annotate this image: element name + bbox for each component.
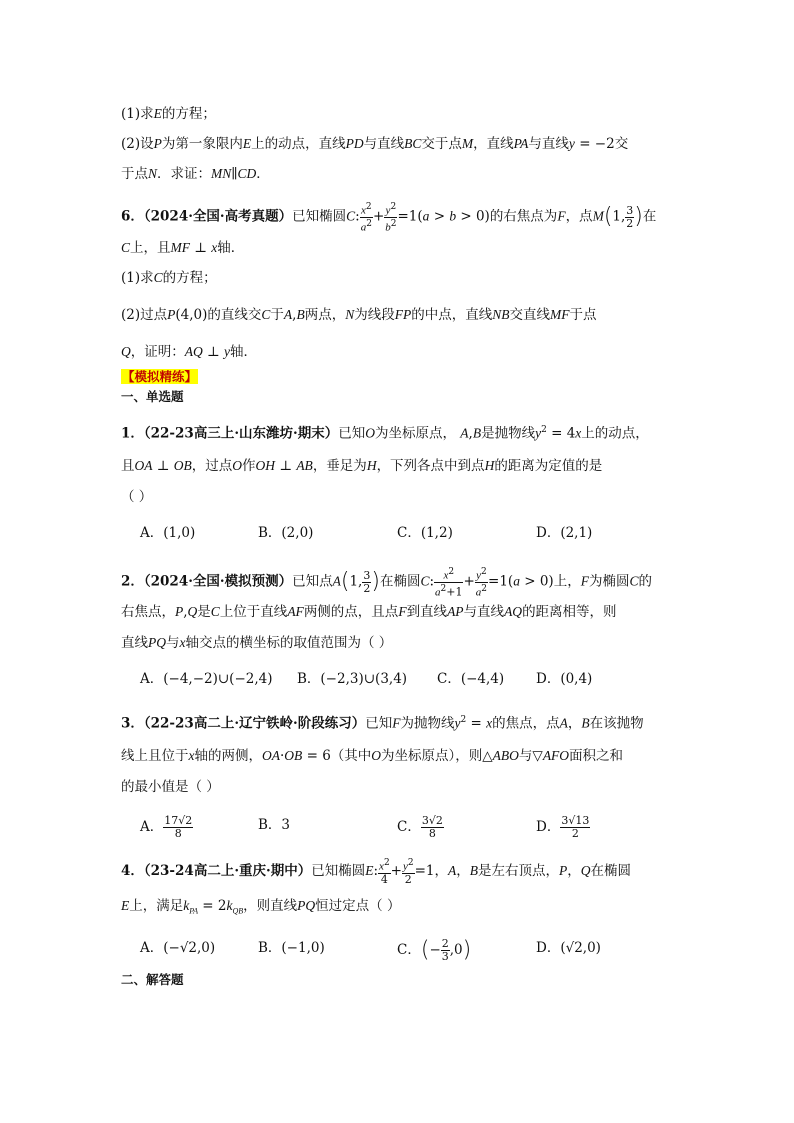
section-single-choice: 一、单选题: [121, 389, 184, 404]
mc2-option-d[interactable]: D．(0,4): [536, 671, 593, 687]
prev-part2-line2: 于点N．求证：MN∥CD．: [121, 166, 270, 182]
prev-part1: (1)求E的方程；: [121, 106, 216, 122]
mc3-line1: 3．（22-23高二上·辽宁铁岭·阶段练习）已知F为抛物线$y^2 = x$的焦点，点A，B在该抛物: [121, 715, 644, 732]
mc2-line2: 右焦点，P,Q是C上位于直线AF两侧的点，且点F到直线AP与直线AQ的距离相等，则: [121, 604, 617, 620]
mc1-option-d[interactable]: D．(2,1): [536, 525, 593, 541]
mc2-option-b[interactable]: B．(−2,3)∪(3,4): [297, 671, 408, 687]
mc3-option-a[interactable]: A． $\frac{17√2}{8}$: [140, 814, 193, 840]
mc2-line3: 直线PQ与x轴交点的横坐标的取值范围为（ ）: [121, 635, 393, 651]
mc2-option-a[interactable]: A．(−4,−2)∪(−2,4): [140, 671, 273, 687]
mc3-option-c[interactable]: C． $\frac{3√2}{8}$: [397, 814, 443, 840]
mc4-option-d[interactable]: D．(√2,0): [536, 940, 601, 956]
section-answer: 二、解答题: [121, 972, 184, 987]
mc4-line2: E上，满足$k_{PA} = 2k_{QB}$，则直线PQ恒过定点（ ）: [121, 898, 401, 916]
mc1-line1: 1．（22-23高三上·山东潍坊·期末）已知O为坐标原点， A,B是抛物线$y^2 = 4x$上的动点，: [121, 425, 649, 442]
section-tag: 【模拟精练】: [122, 369, 198, 384]
mc1-line2: 且OA ⊥ OB，过点O作OH ⊥ AB，垂足为H，下列各点中到点H的距离为定值的是: [121, 458, 603, 474]
prev-part2-line1: (2)设P为第一象限内E上的动点，直线PD与直线BC交于点M，直线PA与直线y = −2交: [121, 136, 629, 152]
mc4-option-b[interactable]: B．(−1,0): [258, 940, 325, 956]
mc3-line3: 的最小值是（ ）: [121, 779, 220, 795]
mc3-line2: 线上且位于x轴的两侧，OA·OB = 6（其中O为坐标原点），则△ABO与▽AFO面积之和: [121, 748, 624, 764]
mc4-line1: 4．（23-24高二上·重庆·期中）已知椭圆E: $\frac{x^2}{4}$ + $\frac{y^2}{2}$ =1，A，B是左右顶点，P，Q在椭圆: [121, 858, 632, 886]
mc1-option-c[interactable]: C．(1,2): [397, 525, 453, 541]
q6-stem-line2: C上，且MF ⊥ x轴．: [121, 240, 245, 256]
mc3-option-b[interactable]: B．3: [258, 817, 291, 833]
mc4-option-c[interactable]: C．(− $\frac{2}{3}$ ,0): [397, 937, 472, 963]
mc1-line3: （ ）: [121, 489, 153, 505]
mc2-option-c[interactable]: C．(−4,4): [437, 671, 505, 687]
mc4-option-a[interactable]: A．(−√2,0): [140, 940, 216, 956]
mc1-option-b[interactable]: B．(2,0): [258, 525, 314, 541]
mc3-option-d[interactable]: D． $\frac{3√13}{2}$: [536, 814, 590, 840]
q6-part1: (1)求C的方程；: [121, 270, 217, 286]
mc1-option-a[interactable]: A．(1,0): [140, 525, 196, 541]
q6-stem-line1: 6．（2024·全国·高考真题）已知椭圆C: $\frac{x^2}{a^2}$ + $\frac{y^2}{b^2}$ =1(a > b > 0)的右焦点为F，点M(1, $\frac{3}{2}$ )在: [121, 202, 657, 234]
q6-part2-line2: Q，证明：AQ ⊥ y轴．: [121, 344, 258, 360]
q6-part2-line1: (2)过点P(4,0)的直线交C于A,B两点，N为线段FP的中点，直线NB交直线MF于点: [121, 307, 597, 323]
mc2-line1: 2．（2024·全国·模拟预测）已知点A(1, $\frac{3}{2}$ )在椭圆C: $\frac{x^2}{a^2+1}$ + $\frac{y^2}{a^2}$ =1(a > 0)上，F为椭圆C的: [121, 567, 652, 599]
